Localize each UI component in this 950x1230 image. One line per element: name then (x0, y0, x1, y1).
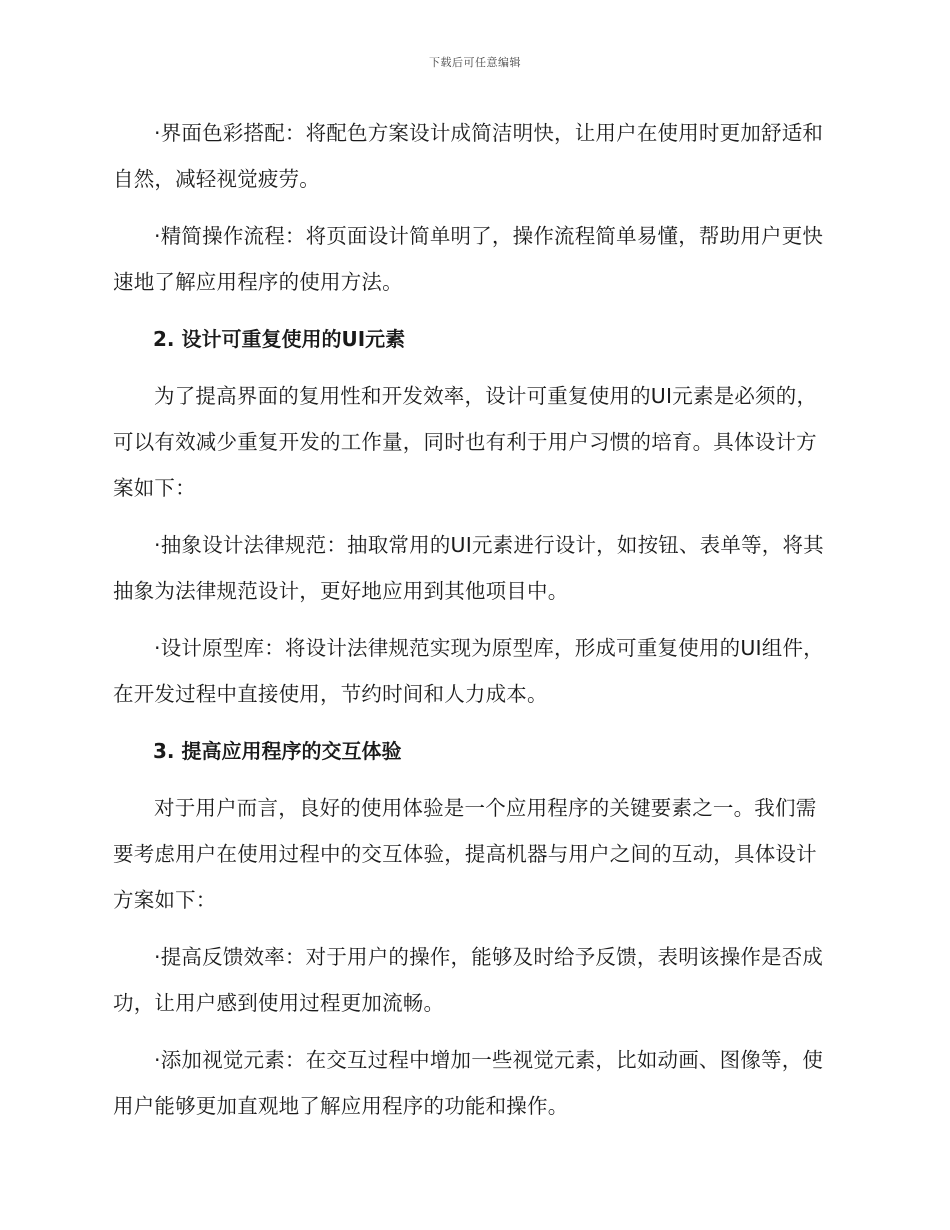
document-body (113, 110, 831, 1140)
section-heading-reusable-ui: 2. 设计可重复使用的UI元素 (153, 327, 406, 351)
paragraph-color-scheme: ·界面色彩搭配：将配色方案设计成简洁明快，让用户在使用时更加舒适和自然，减轻视觉疲劳。 (113, 121, 824, 191)
section-heading-interaction-experience: 3. 提高应用程序的交互体验 (153, 739, 402, 763)
paragraph-feedback-efficiency: ·提高反馈效率：对于用户的操作，能够及时给予反馈，表明该操作是否成功，让用户感到使用过程更加流畅。 (113, 945, 824, 1015)
paragraph-interaction-intro: 对于用户而言，良好的使用体验是一个应用程序的关键要素之一。我们需要考虑用户在使用过程中的交互体验，提高机器与用户之间的互动，具体设计方案如下： (113, 796, 817, 912)
paragraph-visual-elements: ·添加视觉元素：在交互过程中增加一些视觉元素，比如动画、图像等，使用户能够更加直观地了解应用程序的功能和操作。 (113, 1048, 824, 1118)
paragraph-simplify-workflow: ·精简操作流程：将页面设计简单明了，操作流程简单易懂，帮助用户更快速地了解应用程序的使用方法。 (113, 224, 824, 294)
paragraph-reusable-ui-intro: 为了提高界面的复用性和开发效率，设计可重复使用的UI元素是必须的，可以有效减少重复开发的工作量，同时也有利于用户习惯的培育。具体设计方案如下： (113, 384, 818, 500)
page-header: 下载后可任意编辑 (429, 56, 521, 69)
paragraph-abstract-design-standards: ·抽象设计法律规范：抽取常用的UI元素进行设计，如按钮、表单等，将其抽象为法律规范设计，更好地应用到其他项目中。 (113, 533, 824, 603)
paragraph-prototype-library: ·设计原型库：将设计法律规范实现为原型库，形成可重复使用的UI组件，在开发过程中直接使用，节约时间和人力成本。 (113, 636, 824, 706)
